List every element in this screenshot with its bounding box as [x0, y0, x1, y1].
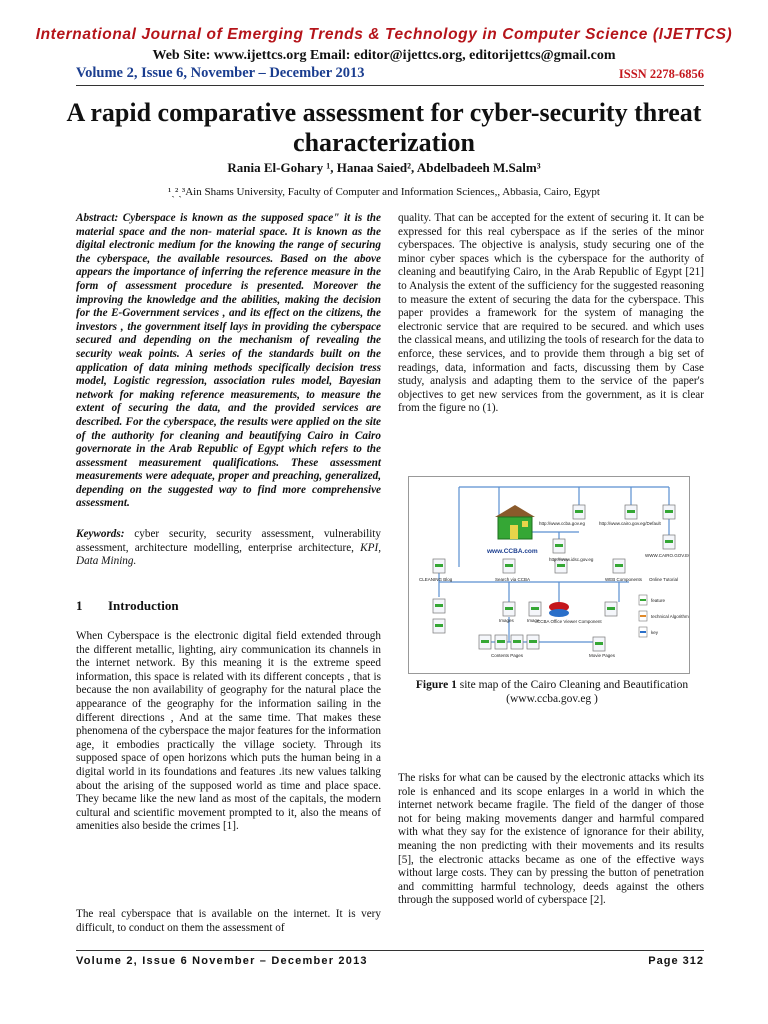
- node-label-6: Images: [499, 618, 514, 623]
- site-map-figure: [408, 476, 690, 674]
- link-label-3: http://www.idsc.gov.eg: [549, 557, 594, 562]
- node-label-3: WEB Components: [605, 577, 643, 582]
- right-paragraph-1: quality. That can be accepted for the extent of securing it. It can be expressed for this real cyberspace as if the series of the minor cyberspaces. The objective is analysis, study securing one of the minor cyber spaces which is the cyberspace for the authority of cleaning and beautifying Cairo, in the Arab Republic of Egypt [21] to Analysis the extent of the sufficiency for the suggested reasoning to measure the extent of securing the data for the cyberspace. This paper provides a framework for the system of managing the electronic service that are required to be secured. and which uses the classical means, and utilizing the tools of research for the data to enforce, these services, and to provide them through a big set of readings, data, information and facts, discussing them by Case study, analysis and adapting them to the service of the paper's objectives to get new services from the government, as it is clear from the figure no (1).: [398, 212, 704, 415]
- node-label-4: Online Tutorial: [649, 577, 679, 582]
- right-paragraph-2: The risks for what can be caused by the electronic attacks which its role is enhanced and its scope enlarges in a world in which the internet network became fragile. The field of the danger of those not for being making movements danger and harmful compared with what they say for the existence of ignorance for their ability, meaning the non predicting with their movements and its results [5], the electronic attacks became as one of the effective ways without large costs. They can by pressing the button of penetration and committing harmful technology, deeds against the others through the supposed world of cyberspace [2].: [398, 772, 704, 907]
- section-heading: [76, 598, 179, 614]
- intro-paragraph-2: The real cyberspace that is available on the internet. It is very difficult, to conduct on them the assessment of: [76, 908, 381, 934]
- node-label-2: Search via CCBA: [495, 577, 531, 582]
- node-label-5: CCBA Office Viewer Component: [537, 619, 602, 624]
- header-rule: [76, 85, 704, 86]
- footer-volume: Volume 2, Issue 6 November – December 2013: [76, 955, 368, 967]
- legend-label-1: feature: [651, 598, 666, 603]
- abstract: Abstract: Cyberspace is known as the supposed space" it is the material space and the non- material space. It is known as the digital electronic medium for the knowing the range of securing the cyberspace, the available resources. Based on the above appears the importance of inferring the reference measure in the form of assessment procedure is presented. Moreover the improving the knowledge and the abilities, making the decision for the E-Government services , and its effect on the citizens, the investors , the government itself lays in providing the cyberspace secured and depending on the mechanism of revealing the security weak points. A series of the standards built on the application of data mining methods specifically decision tress model, Logistic regression, association rules model, Bayesian network for making reference measurements, to measure the extent of securing the data, and the provided services are described. For the cyberspace, the results were applied on the site of the authority for cleaning and beautifying Cairo in Cairo governorate in the Arab Republic of Egypt which refers to the assessment measurement qualifications. These assessment measurements were adequate, proper and preaching, generalized, depending on the suggested way to find more comprehensive assessment.: [76, 212, 381, 510]
- link-label-2: http://www.cairo.gov.eg/Default: [599, 521, 661, 526]
- node-label-8: Contents Pages: [491, 653, 524, 658]
- site-map-diagram: [409, 477, 689, 673]
- footer-rule: [76, 950, 704, 951]
- figure-label: Figure 1: [415, 679, 457, 691]
- journal-name: International Journal of Emerging Trends & Technology in Computer Science (IJETTCS): [35, 26, 733, 43]
- footer-page-number: Page 312: [648, 955, 704, 967]
- section-number: 1: [76, 598, 83, 613]
- node-label-9: Movie Pages: [589, 653, 616, 658]
- office-viewer-icon: [549, 602, 569, 617]
- node-label-7: Image: [527, 618, 540, 623]
- volume-info: Volume 2, Issue 6, November – December 2013: [76, 65, 365, 81]
- paper-title: A rapid comparative assessment for cyber-security threat characterization: [66, 98, 702, 157]
- link-label-4: WWW.CAIRO.GOV.EG: [645, 553, 689, 558]
- intro-paragraph-1: When Cyberspace is the electronic digital field extended through the different metallic, lighting, airy communication its channels in the internet network. By this meaning it is the extreme speed information, this space is related with its different concepts , that is because the non availability of geography for the natural place the appearance of the geography for the information sailing in the different directions , And at the same time. That makes these phenomena of the cyberspace the major features for the information age, it embodies practically the village society. Through its supposed space of open horizons which puts the human being in a digital world in its foundations and features .its new values talking about the arising of the supposed world as time and place space. They became like the new land as most of the capitals, the modern cultural and scientific movement prompted to it, also the means of amenities also beside the crimes [1].: [76, 630, 381, 833]
- section-title: Introduction: [108, 598, 179, 613]
- paper-affiliation: ¹ˏ²ˏ³Ain Shams University, Faculty of Computer and Information Sciences,, Abbasia, Cairo, Egypt: [168, 186, 600, 198]
- site-label: www.CCBA.com: [487, 548, 538, 555]
- legend-label-3: key: [651, 630, 659, 635]
- issn: ISSN 2278-6856: [618, 67, 704, 81]
- node-label-1: CLEANING Blog: [419, 577, 453, 582]
- link-label-1: http://www.ccba.gov.eg: [539, 521, 585, 526]
- keywords: [76, 528, 381, 569]
- keywords-label: Keywords:: [76, 528, 125, 540]
- legend-icons: [639, 595, 647, 637]
- keywords-italic: KPI, Data Mining.: [76, 541, 381, 568]
- journal-website: Web Site: www.ijettcs.org Email: editor@ijettcs.org, editorijettcs@gmail.com: [152, 48, 616, 63]
- figure-caption-text: site map of the Cairo Cleaning and Beautification (www.ccba.gov.eg ): [456, 679, 689, 705]
- paper-authors: Rania El-Gohary ¹, Hanaa Saied², Abdelbadeeh M.Salm³: [227, 160, 541, 175]
- keywords-text: cyber security, security assessment, vulnerability assessment, architecture modelling, enterprise architecture,: [76, 528, 381, 554]
- legend-label-2: technical Algorithms: [651, 614, 689, 619]
- figure-caption: [400, 678, 704, 706]
